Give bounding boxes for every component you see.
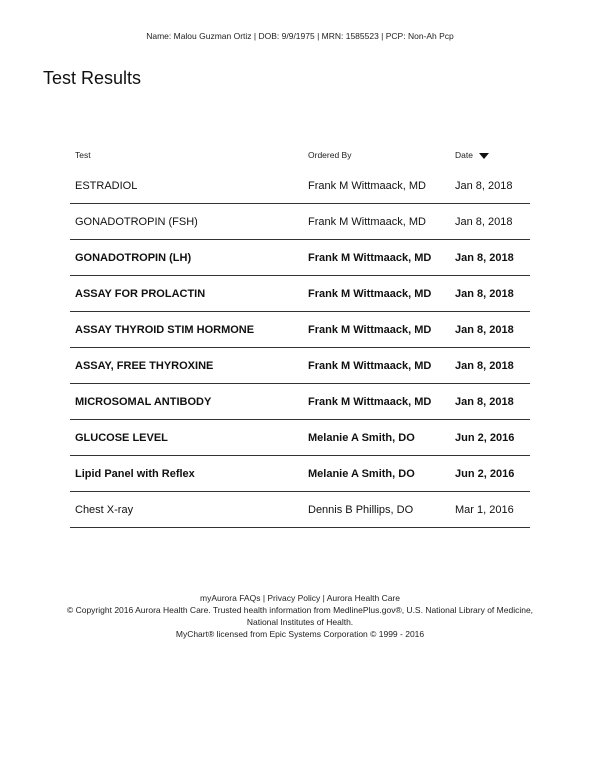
date-cell: Jan 8, 2018: [450, 312, 530, 348]
ordered-by-cell: Frank M Wittmaack, MD: [303, 168, 450, 204]
date-cell: Jan 8, 2018: [450, 240, 530, 276]
test-name-cell[interactable]: GLUCOSE LEVEL: [70, 420, 303, 456]
footer-link-aurora-health-care[interactable]: Aurora Health Care: [326, 593, 400, 603]
column-header-ordered-by[interactable]: Ordered By: [308, 150, 352, 160]
test-name-cell[interactable]: Chest X-ray: [70, 492, 303, 528]
table-row[interactable]: [70, 312, 530, 348]
column-header-date-label: Date: [455, 150, 473, 160]
footer: [60, 592, 540, 640]
table-row[interactable]: [70, 492, 530, 528]
date-cell: Jan 8, 2018: [450, 168, 530, 204]
footer-separator: |: [260, 593, 268, 603]
date-cell: Jun 2, 2016: [450, 420, 530, 456]
test-name-cell[interactable]: GONADOTROPIN (FSH): [70, 204, 303, 240]
table-row[interactable]: [70, 204, 530, 240]
table-row[interactable]: [70, 240, 530, 276]
column-header-date[interactable]: [450, 140, 530, 168]
sort-descending-icon[interactable]: [479, 153, 489, 159]
ordered-by-cell: Frank M Wittmaack, MD: [303, 204, 450, 240]
table-header-row: [70, 140, 530, 168]
footer-links: [60, 592, 540, 604]
column-header-test[interactable]: Test: [75, 150, 91, 160]
test-name-cell[interactable]: ASSAY FOR PROLACTIN: [70, 276, 303, 312]
footer-link-privacy-policy[interactable]: Privacy Policy: [267, 593, 321, 603]
test-results-table: [70, 140, 530, 528]
table-row[interactable]: [70, 420, 530, 456]
ordered-by-cell: Frank M Wittmaack, MD: [303, 312, 450, 348]
date-cell: Jan 8, 2018: [450, 276, 530, 312]
ordered-by-cell: Frank M Wittmaack, MD: [303, 276, 450, 312]
ordered-by-cell: Frank M Wittmaack, MD: [303, 240, 450, 276]
test-name-cell[interactable]: ESTRADIOL: [70, 168, 303, 204]
test-name-cell[interactable]: MICROSOMAL ANTIBODY: [70, 384, 303, 420]
patient-info-header: Name: Malou Guzman Ortiz | DOB: 9/9/1975 | MRN: 1585523 | PCP: Non-Ah Pcp: [146, 31, 454, 41]
table-row[interactable]: [70, 276, 530, 312]
date-cell: Jan 8, 2018: [450, 204, 530, 240]
date-cell: Jan 8, 2018: [450, 348, 530, 384]
test-name-cell[interactable]: Lipid Panel with Reflex: [70, 456, 303, 492]
date-cell: Jan 8, 2018: [450, 384, 530, 420]
page-title: Test Results: [43, 68, 142, 88]
ordered-by-cell: Frank M Wittmaack, MD: [303, 348, 450, 384]
footer-license: MyChart® licensed from Epic Systems Corporation © 1999 - 2016: [175, 629, 425, 639]
test-name-cell[interactable]: GONADOTROPIN (LH): [70, 240, 303, 276]
test-results-body: [70, 168, 530, 528]
ordered-by-cell: Dennis B Phillips, DO: [303, 492, 450, 528]
date-cell: Mar 1, 2016: [450, 492, 530, 528]
date-cell: Jun 2, 2016: [450, 456, 530, 492]
footer-separator: |: [320, 593, 327, 603]
test-name-cell[interactable]: ASSAY THYROID STIM HORMONE: [70, 312, 303, 348]
table-row[interactable]: [70, 456, 530, 492]
ordered-by-cell: Melanie A Smith, DO: [303, 456, 450, 492]
ordered-by-cell: Melanie A Smith, DO: [303, 420, 450, 456]
footer-copyright: © Copyright 2016 Aurora Health Care. Trusted health information from MedlinePlus.gov®, U.S. National Library of Medicine, National Institutes of Health.: [66, 605, 534, 627]
table-row[interactable]: [70, 348, 530, 384]
footer-link-faqs[interactable]: myAurora FAQs: [199, 593, 261, 603]
test-name-cell[interactable]: ASSAY, FREE THYROXINE: [70, 348, 303, 384]
table-row[interactable]: [70, 168, 530, 204]
table-row[interactable]: [70, 384, 530, 420]
ordered-by-cell: Frank M Wittmaack, MD: [303, 384, 450, 420]
